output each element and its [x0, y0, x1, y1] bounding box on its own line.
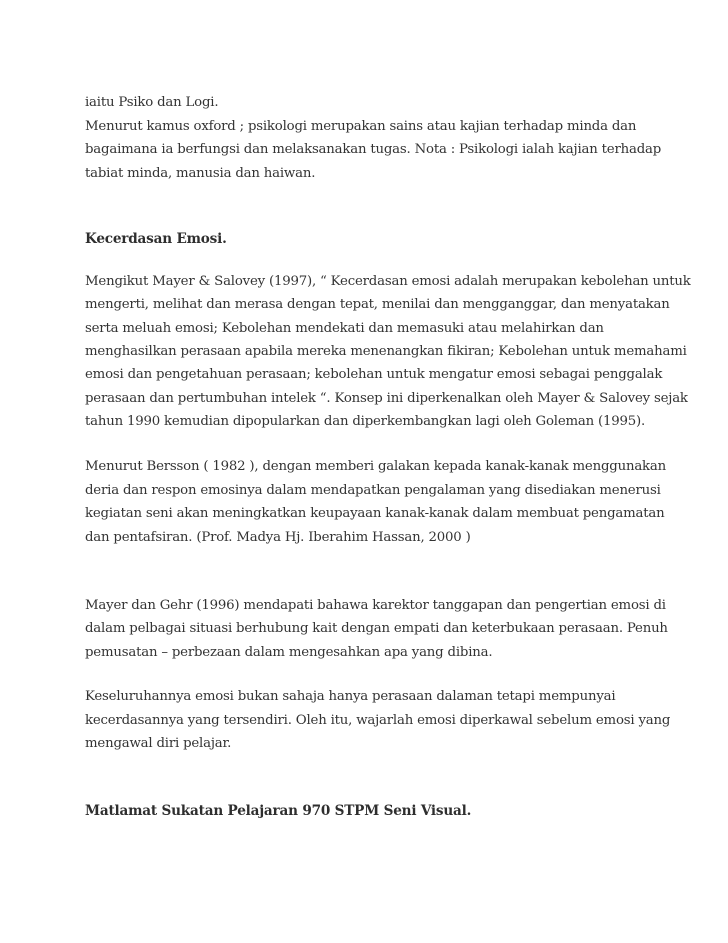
paragraph-line: Menurut Bersson ( 1982 ), dengan memberi galakan kepada kanak-kanak menggunakan — [85, 459, 666, 474]
paragraph-line: pemusatan – perbezaan dalam mengesahkan apa yang dibina. — [85, 645, 493, 660]
paragraph-line: deria dan respon emosinya dalam mendapatkan pengalaman yang disediakan menerusi — [85, 483, 661, 498]
intro-line: bagaimana ia berfungsi dan melaksanakan tugas. Nota : Psikologi ialah kajian terhadap — [85, 142, 662, 157]
paragraph-line: Mayer dan Gehr (1996) mendapati bahawa karektor tanggapan dan pengertian emosi di — [85, 598, 666, 613]
paragraph-line: kecerdasannya yang tersendiri. Oleh itu, wajarlah emosi diperkawal sebelum emosi yang — [85, 713, 671, 728]
intro-line: iaitu Psiko dan Logi. — [85, 95, 219, 110]
paragraph-line: dalam pelbagai situasi berhubung kait dengan empati dan keterbukaan perasaan. Penuh — [85, 621, 668, 636]
paragraph-line: perasaan dan pertumbuhan intelek “. Konsep ini diperkenalkan oleh Mayer & Salovey sejak — [85, 391, 688, 406]
paragraph-line: dan pentafsiran. (Prof. Madya Hj. Iberahim Hassan, 2000 ) — [85, 530, 471, 545]
heading-kecerdasan-emosi: Kecerdasan Emosi. — [85, 231, 227, 247]
paragraph-line: serta meluah emosi; Kebolehan mendekati dan memasuki atau melahirkan dan — [85, 321, 604, 336]
heading-matlamat: Matlamat Sukatan Pelajaran 970 STPM Seni Visual. — [85, 803, 472, 819]
paragraph-line: menghasilkan perasaan apabila mereka menenangkan fikiran; Kebolehan untuk memahami — [85, 344, 687, 359]
paragraph-line: kegiatan seni akan meningkatkan keupayaan kanak-kanak dalam membuat pengamatan — [85, 506, 665, 521]
paragraph-line: Mengikut Mayer & Salovey (1997), “ Kecerdasan emosi adalah merupakan kebolehan untuk — [85, 274, 691, 289]
paragraph-line: mengawal diri pelajar. — [85, 736, 232, 751]
intro-line: tabiat minda, manusia dan haiwan. — [85, 166, 316, 181]
paragraph-line: emosi dan pengetahuan perasaan; kebolehan untuk mengatur emosi sebagai penggalak — [85, 367, 663, 382]
paragraph-line: tahun 1990 kemudian dipopularkan dan diperkembangkan lagi oleh Goleman (1995). — [85, 414, 646, 429]
intro-line: Menurut kamus oxford ; psikologi merupakan sains atau kajian terhadap minda dan — [85, 119, 637, 134]
paragraph-line: mengerti, melihat dan merasa dengan tepat, menilai dan mengganggar, dan menyatakan — [85, 297, 670, 312]
paragraph-line: Keseluruhannya emosi bukan sahaja hanya perasaan dalaman tetapi mempunyai — [85, 689, 616, 704]
